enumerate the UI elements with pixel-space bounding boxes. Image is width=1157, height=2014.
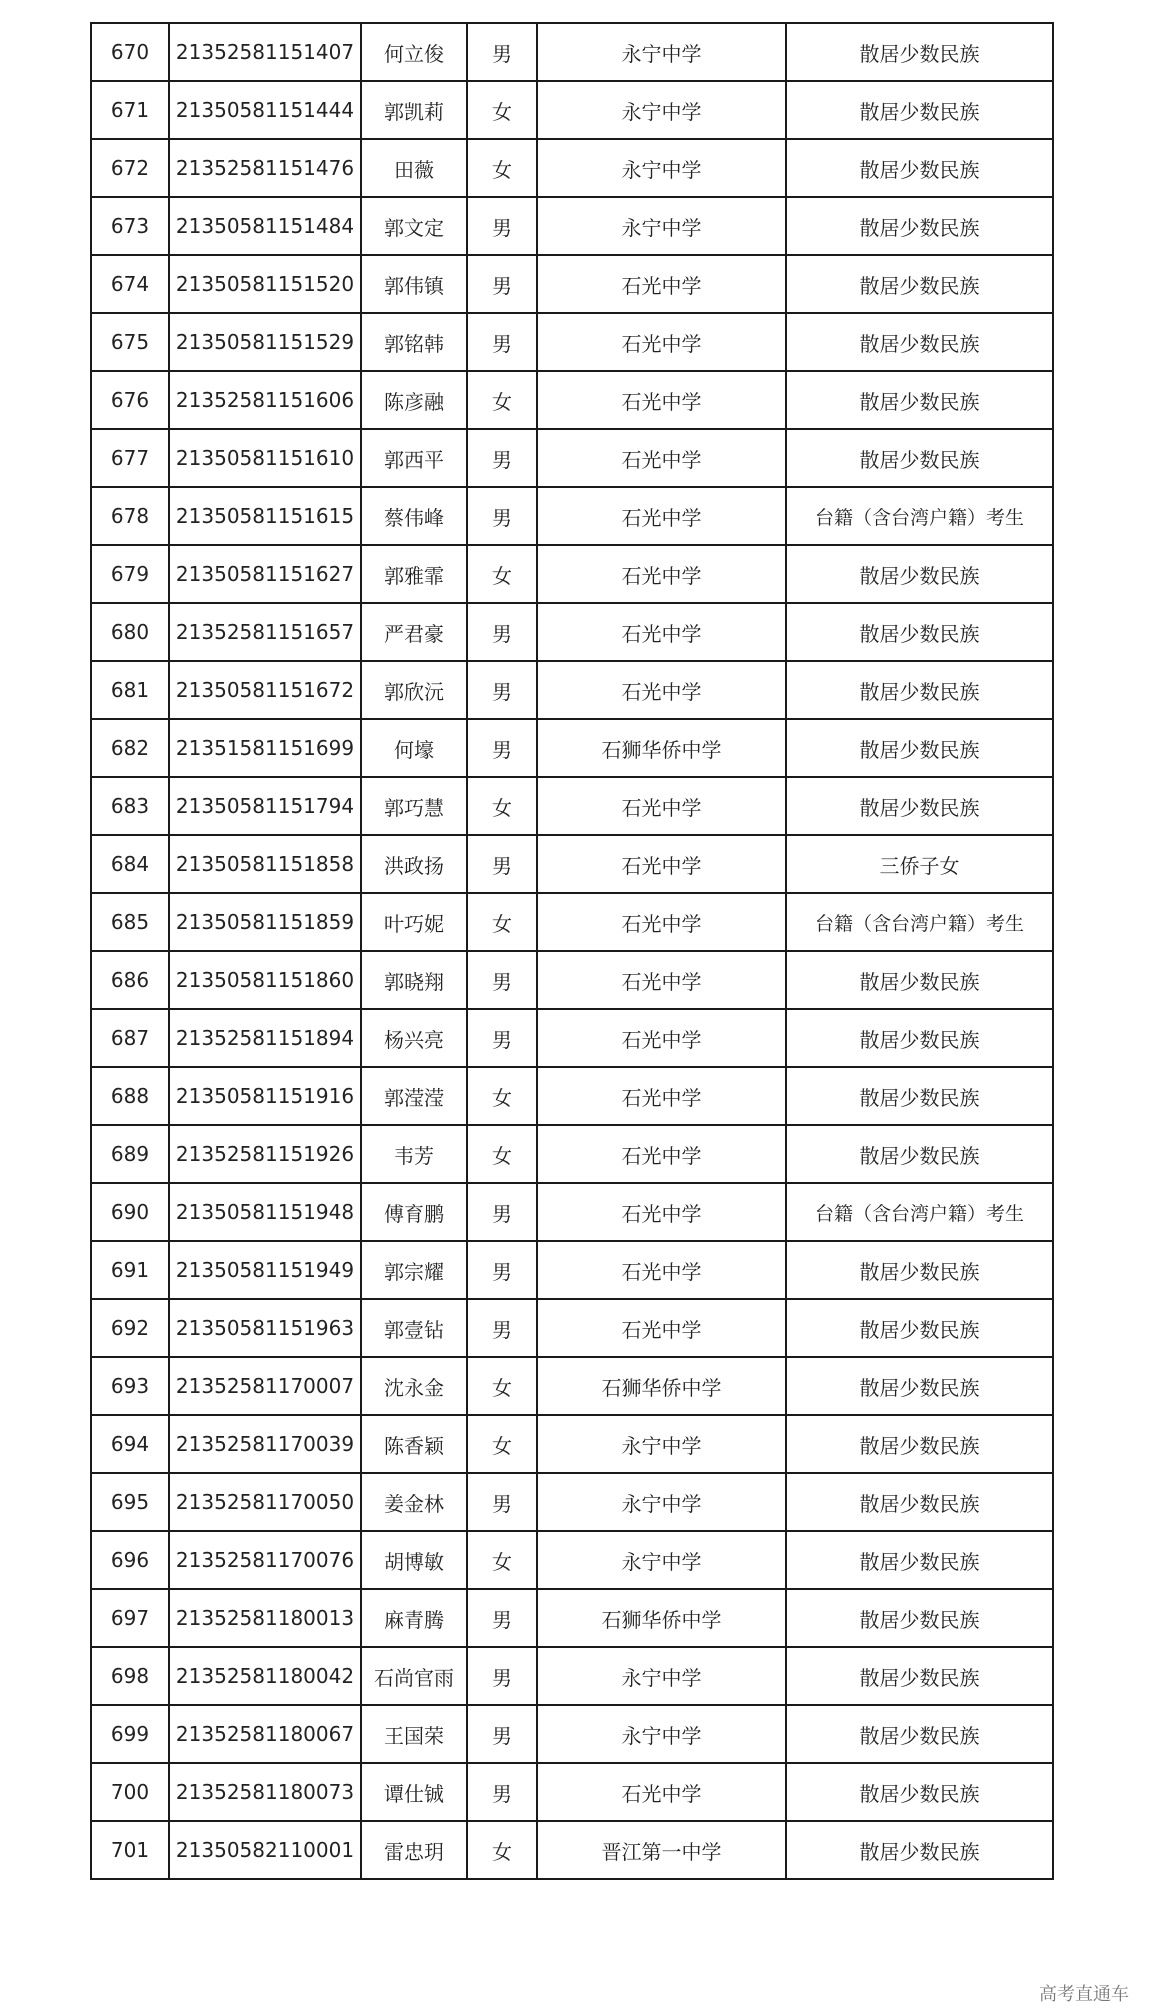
table-row: [91, 603, 1053, 661]
table-row: [91, 255, 1053, 313]
category-cell: 散居少数民族: [786, 1705, 1053, 1763]
table-row: [91, 1763, 1053, 1821]
student-name-cell: 郭西平: [361, 429, 467, 487]
row-number-cell: 677: [91, 429, 169, 487]
table-row: [91, 1705, 1053, 1763]
exam-id-cell: 21352581180042: [169, 1647, 361, 1705]
row-number-cell: 697: [91, 1589, 169, 1647]
table-row: [91, 1183, 1053, 1241]
school-cell: 石光中学: [537, 1067, 786, 1125]
student-name-cell: 谭仕铖: [361, 1763, 467, 1821]
student-name-cell: 石尚官雨: [361, 1647, 467, 1705]
student-name-cell: 麻青腾: [361, 1589, 467, 1647]
category-cell: 台籍（含台湾户籍）考生: [786, 893, 1053, 951]
exam-id-cell: 21350581151860: [169, 951, 361, 1009]
table-row: [91, 1473, 1053, 1531]
category-cell: 散居少数民族: [786, 1009, 1053, 1067]
table-row: [91, 1531, 1053, 1589]
row-number-cell: 673: [91, 197, 169, 255]
gender-cell: 女: [467, 1067, 537, 1125]
gender-cell: 女: [467, 139, 537, 197]
school-cell: 石光中学: [537, 313, 786, 371]
exam-id-cell: 21352581170050: [169, 1473, 361, 1531]
table-row: [91, 313, 1053, 371]
category-cell: 散居少数民族: [786, 1589, 1053, 1647]
gender-cell: 男: [467, 603, 537, 661]
row-number-cell: 699: [91, 1705, 169, 1763]
gender-cell: 男: [467, 313, 537, 371]
table-row: [91, 951, 1053, 1009]
gender-cell: 男: [467, 1183, 537, 1241]
category-cell: 散居少数民族: [786, 1125, 1053, 1183]
table-row: [91, 1299, 1053, 1357]
gender-cell: 女: [467, 893, 537, 951]
category-cell: 散居少数民族: [786, 81, 1053, 139]
row-number-cell: 701: [91, 1821, 169, 1879]
row-number-cell: 689: [91, 1125, 169, 1183]
exam-id-cell: 21352581180073: [169, 1763, 361, 1821]
school-cell: 石光中学: [537, 1125, 786, 1183]
student-name-cell: 郭凯莉: [361, 81, 467, 139]
student-name-cell: 郭滢滢: [361, 1067, 467, 1125]
category-cell: 散居少数民族: [786, 1357, 1053, 1415]
school-cell: 石光中学: [537, 545, 786, 603]
gender-cell: 男: [467, 1647, 537, 1705]
gender-cell: 女: [467, 1357, 537, 1415]
student-name-cell: 陈香颖: [361, 1415, 467, 1473]
gender-cell: 男: [467, 835, 537, 893]
school-cell: 永宁中学: [537, 1415, 786, 1473]
gender-cell: 女: [467, 1531, 537, 1589]
student-name-cell: 洪政扬: [361, 835, 467, 893]
roster-table: [90, 22, 1054, 1880]
gender-cell: 女: [467, 81, 537, 139]
row-number-cell: 681: [91, 661, 169, 719]
school-cell: 永宁中学: [537, 1705, 786, 1763]
exam-id-cell: 21350582110001: [169, 1821, 361, 1879]
gender-cell: 女: [467, 545, 537, 603]
gender-cell: 男: [467, 197, 537, 255]
school-cell: 石光中学: [537, 487, 786, 545]
table-row: [91, 23, 1053, 81]
row-number-cell: 670: [91, 23, 169, 81]
category-cell: 散居少数民族: [786, 197, 1053, 255]
row-number-cell: 672: [91, 139, 169, 197]
student-name-cell: 郭晓翔: [361, 951, 467, 1009]
school-cell: 永宁中学: [537, 1473, 786, 1531]
row-number-cell: 687: [91, 1009, 169, 1067]
row-number-cell: 679: [91, 545, 169, 603]
school-cell: 石光中学: [537, 1183, 786, 1241]
table-row: [91, 1241, 1053, 1299]
table-row: [91, 719, 1053, 777]
category-cell: 散居少数民族: [786, 603, 1053, 661]
exam-id-cell: 21350581151627: [169, 545, 361, 603]
row-number-cell: 693: [91, 1357, 169, 1415]
student-name-cell: 郭欣沅: [361, 661, 467, 719]
gender-cell: 男: [467, 661, 537, 719]
category-cell: 散居少数民族: [786, 719, 1053, 777]
school-cell: 石光中学: [537, 1009, 786, 1067]
row-number-cell: 676: [91, 371, 169, 429]
gender-cell: 女: [467, 1821, 537, 1879]
exam-id-cell: 21350581151859: [169, 893, 361, 951]
row-number-cell: 691: [91, 1241, 169, 1299]
exam-id-cell: 21350581151615: [169, 487, 361, 545]
exam-id-cell: 21352581170039: [169, 1415, 361, 1473]
gender-cell: 男: [467, 1473, 537, 1531]
school-cell: 永宁中学: [537, 197, 786, 255]
table-row: [91, 371, 1053, 429]
school-cell: 石光中学: [537, 951, 786, 1009]
exam-id-cell: 21350581151858: [169, 835, 361, 893]
student-name-cell: 雷忠玥: [361, 1821, 467, 1879]
table-row: [91, 1067, 1053, 1125]
exam-id-cell: 21350581151794: [169, 777, 361, 835]
exam-id-cell: 21352581180013: [169, 1589, 361, 1647]
student-name-cell: 姜金林: [361, 1473, 467, 1531]
school-cell: 石狮华侨中学: [537, 1589, 786, 1647]
student-name-cell: 郭铭韩: [361, 313, 467, 371]
row-number-cell: 678: [91, 487, 169, 545]
category-cell: 散居少数民族: [786, 255, 1053, 313]
exam-id-cell: 21352581180067: [169, 1705, 361, 1763]
table-row: [91, 1357, 1053, 1415]
student-name-cell: 沈永金: [361, 1357, 467, 1415]
student-name-cell: 郭巧慧: [361, 777, 467, 835]
school-cell: 石光中学: [537, 1299, 786, 1357]
gender-cell: 男: [467, 1299, 537, 1357]
exam-id-cell: 21352581151606: [169, 371, 361, 429]
school-cell: 石狮华侨中学: [537, 719, 786, 777]
category-cell: 散居少数民族: [786, 1763, 1053, 1821]
exam-id-cell: 21352581151657: [169, 603, 361, 661]
school-cell: 晋江第一中学: [537, 1821, 786, 1879]
category-cell: 散居少数民族: [786, 661, 1053, 719]
category-cell: 散居少数民族: [786, 1241, 1053, 1299]
category-cell: 散居少数民族: [786, 429, 1053, 487]
watermark-text: 高考直通车: [1039, 1984, 1129, 2005]
table-row: [91, 1125, 1053, 1183]
category-cell: 散居少数民族: [786, 951, 1053, 1009]
exam-id-cell: 21352581151894: [169, 1009, 361, 1067]
student-name-cell: 何立俊: [361, 23, 467, 81]
school-cell: 石光中学: [537, 429, 786, 487]
category-cell: 散居少数民族: [786, 545, 1053, 603]
row-number-cell: 690: [91, 1183, 169, 1241]
category-cell: 散居少数民族: [786, 313, 1053, 371]
category-cell: 台籍（含台湾户籍）考生: [786, 487, 1053, 545]
school-cell: 石光中学: [537, 603, 786, 661]
table-row: [91, 661, 1053, 719]
gender-cell: 男: [467, 23, 537, 81]
gender-cell: 男: [467, 951, 537, 1009]
student-name-cell: 郭壹钻: [361, 1299, 467, 1357]
table-row: [91, 139, 1053, 197]
exam-id-cell: 21350581151520: [169, 255, 361, 313]
category-cell: 散居少数民族: [786, 1531, 1053, 1589]
gender-cell: 男: [467, 255, 537, 313]
student-name-cell: 叶巧妮: [361, 893, 467, 951]
row-number-cell: 696: [91, 1531, 169, 1589]
student-name-cell: 王国荣: [361, 1705, 467, 1763]
school-cell: 石光中学: [537, 835, 786, 893]
student-name-cell: 郭文定: [361, 197, 467, 255]
school-cell: 石狮华侨中学: [537, 1357, 786, 1415]
exam-id-cell: 21352581170007: [169, 1357, 361, 1415]
gender-cell: 男: [467, 487, 537, 545]
exam-id-cell: 21350581151949: [169, 1241, 361, 1299]
row-number-cell: 683: [91, 777, 169, 835]
school-cell: 永宁中学: [537, 23, 786, 81]
student-name-cell: 严君豪: [361, 603, 467, 661]
student-name-cell: 杨兴亮: [361, 1009, 467, 1067]
gender-cell: 男: [467, 1589, 537, 1647]
table-row: [91, 1415, 1053, 1473]
roster-table-container: [90, 22, 1052, 1880]
row-number-cell: 694: [91, 1415, 169, 1473]
row-number-cell: 684: [91, 835, 169, 893]
student-name-cell: 蔡伟峰: [361, 487, 467, 545]
exam-id-cell: 21350581151484: [169, 197, 361, 255]
gender-cell: 男: [467, 429, 537, 487]
row-number-cell: 695: [91, 1473, 169, 1531]
school-cell: 石光中学: [537, 1763, 786, 1821]
exam-id-cell: 21352581151476: [169, 139, 361, 197]
student-name-cell: 郭雅霏: [361, 545, 467, 603]
gender-cell: 男: [467, 1241, 537, 1299]
row-number-cell: 698: [91, 1647, 169, 1705]
table-row: [91, 893, 1053, 951]
table-row: [91, 545, 1053, 603]
exam-id-cell: 21352581170076: [169, 1531, 361, 1589]
exam-id-cell: 21350581151948: [169, 1183, 361, 1241]
row-number-cell: 686: [91, 951, 169, 1009]
row-number-cell: 692: [91, 1299, 169, 1357]
school-cell: 石光中学: [537, 893, 786, 951]
category-cell: 散居少数民族: [786, 777, 1053, 835]
row-number-cell: 685: [91, 893, 169, 951]
table-row: [91, 487, 1053, 545]
category-cell: 散居少数民族: [786, 1473, 1053, 1531]
exam-id-cell: 21350581151916: [169, 1067, 361, 1125]
student-name-cell: 胡博敏: [361, 1531, 467, 1589]
exam-id-cell: 21352581151407: [169, 23, 361, 81]
row-number-cell: 675: [91, 313, 169, 371]
school-cell: 石光中学: [537, 371, 786, 429]
row-number-cell: 688: [91, 1067, 169, 1125]
table-row: [91, 835, 1053, 893]
gender-cell: 男: [467, 719, 537, 777]
table-row: [91, 1009, 1053, 1067]
gender-cell: 女: [467, 777, 537, 835]
exam-id-cell: 21350581151963: [169, 1299, 361, 1357]
student-name-cell: 傅育鹏: [361, 1183, 467, 1241]
school-cell: 永宁中学: [537, 139, 786, 197]
student-name-cell: 郭伟镇: [361, 255, 467, 313]
category-cell: 散居少数民族: [786, 23, 1053, 81]
school-cell: 石光中学: [537, 1241, 786, 1299]
gender-cell: 男: [467, 1705, 537, 1763]
category-cell: 三侨子女: [786, 835, 1053, 893]
student-name-cell: 陈彦融: [361, 371, 467, 429]
exam-id-cell: 21351581151699: [169, 719, 361, 777]
table-row: [91, 197, 1053, 255]
gender-cell: 男: [467, 1009, 537, 1067]
school-cell: 永宁中学: [537, 1531, 786, 1589]
school-cell: 永宁中学: [537, 81, 786, 139]
gender-cell: 女: [467, 371, 537, 429]
row-number-cell: 671: [91, 81, 169, 139]
table-row: [91, 1647, 1053, 1705]
gender-cell: 男: [467, 1763, 537, 1821]
exam-id-cell: 21350581151529: [169, 313, 361, 371]
exam-id-cell: 21352581151926: [169, 1125, 361, 1183]
exam-id-cell: 21350581151610: [169, 429, 361, 487]
category-cell: 散居少数民族: [786, 1821, 1053, 1879]
student-name-cell: 田薇: [361, 139, 467, 197]
table-row: [91, 429, 1053, 487]
exam-id-cell: 21350581151672: [169, 661, 361, 719]
student-name-cell: 郭宗耀: [361, 1241, 467, 1299]
school-cell: 石光中学: [537, 777, 786, 835]
school-cell: 永宁中学: [537, 1647, 786, 1705]
row-number-cell: 680: [91, 603, 169, 661]
gender-cell: 女: [467, 1125, 537, 1183]
school-cell: 石光中学: [537, 661, 786, 719]
student-name-cell: 何壕: [361, 719, 467, 777]
roster-table-body: [91, 23, 1053, 1879]
row-number-cell: 682: [91, 719, 169, 777]
exam-id-cell: 21350581151444: [169, 81, 361, 139]
school-cell: 石光中学: [537, 255, 786, 313]
table-row: [91, 81, 1053, 139]
row-number-cell: 674: [91, 255, 169, 313]
gender-cell: 女: [467, 1415, 537, 1473]
row-number-cell: 700: [91, 1763, 169, 1821]
category-cell: 散居少数民族: [786, 1067, 1053, 1125]
table-row: [91, 777, 1053, 835]
category-cell: 散居少数民族: [786, 1415, 1053, 1473]
category-cell: 台籍（含台湾户籍）考生: [786, 1183, 1053, 1241]
student-name-cell: 韦芳: [361, 1125, 467, 1183]
category-cell: 散居少数民族: [786, 1299, 1053, 1357]
table-row: [91, 1589, 1053, 1647]
table-row: [91, 1821, 1053, 1879]
category-cell: 散居少数民族: [786, 139, 1053, 197]
category-cell: 散居少数民族: [786, 1647, 1053, 1705]
category-cell: 散居少数民族: [786, 371, 1053, 429]
